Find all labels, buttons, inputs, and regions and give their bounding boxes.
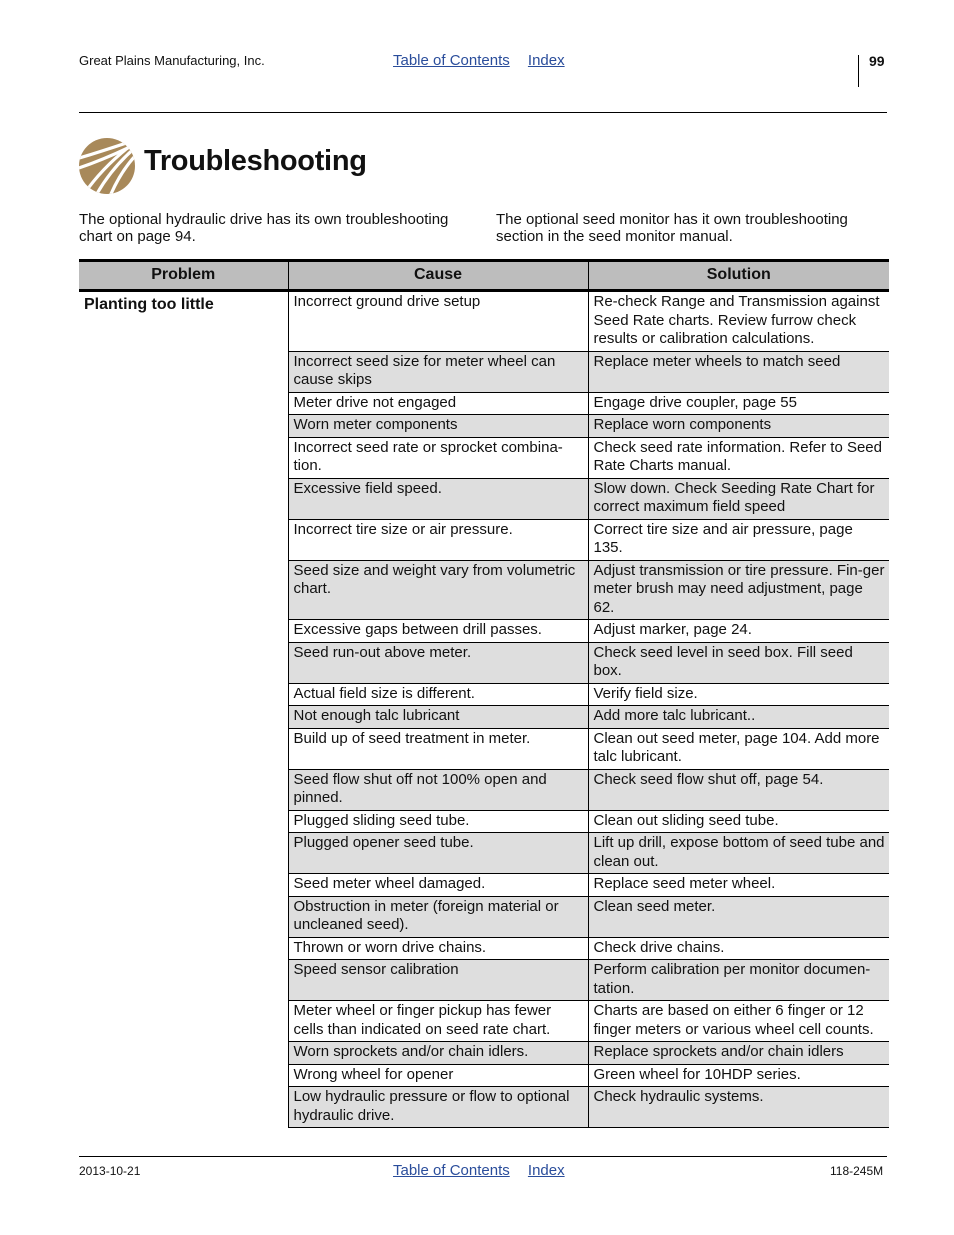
intro-right: The optional seed monitor has it own troubleshooting section in the seed monitor manual. — [496, 211, 848, 245]
solution-cell: Slow down. Check Seeding Rate Chart for correct maximum field speed — [588, 478, 889, 519]
index-link[interactable]: Index — [527, 52, 565, 69]
solution-cell: Green wheel for 10HDP series. — [588, 1064, 889, 1087]
part-number: 118-245M — [830, 1164, 884, 1178]
table-of-contents-link[interactable]: Table of Contents — [393, 52, 510, 69]
solution-cell: Replace worn components — [588, 415, 889, 438]
solution-cell: Adjust marker, page 24. — [588, 620, 889, 643]
cause-cell: Not enough talc lubricant — [288, 706, 588, 729]
cause-cell: Excessive gaps between drill passes. — [288, 620, 588, 643]
solution-cell: Check drive chains. — [588, 937, 889, 960]
cause-cell: Plugged sliding seed tube. — [288, 810, 588, 833]
cause-cell: Actual field size is different. — [288, 683, 588, 706]
solution-cell: Replace meter wheels to match seed — [588, 351, 889, 392]
header-problem: Problem — [79, 261, 288, 291]
header-cause: Cause — [288, 261, 588, 291]
header-solution: Solution — [588, 261, 889, 291]
table-of-contents-link[interactable]: Table of Contents — [393, 1162, 510, 1179]
cause-cell: Thrown or worn drive chains. — [288, 937, 588, 960]
page-number-divider — [858, 55, 859, 87]
solution-cell: Replace seed meter wheel. — [588, 874, 889, 897]
cause-cell: Seed meter wheel damaged. — [288, 874, 588, 897]
cause-cell: Incorrect tire size or air pressure. — [288, 519, 588, 560]
solution-cell: Replace sprockets and/or chain idlers — [588, 1042, 889, 1065]
page-title: Troubleshooting — [144, 145, 367, 177]
cause-cell: Worn meter components — [288, 415, 588, 438]
cause-cell: Meter wheel or finger pickup has fewer cells than indicated on seed rate chart. — [288, 1001, 588, 1042]
table-body — [79, 291, 889, 1128]
cause-cell: Meter drive not engaged — [288, 392, 588, 415]
solution-cell: Correct tire size and air pressure, page 135. — [588, 519, 889, 560]
footer-rule — [79, 1156, 887, 1157]
table-header-row — [79, 261, 889, 291]
solution-cell: Engage drive coupler, page 55 — [588, 392, 889, 415]
cause-cell: Plugged opener seed tube. — [288, 833, 588, 874]
cause-cell: Seed size and weight vary from volumetric chart. — [288, 560, 588, 620]
solution-cell: Check seed flow shut off, page 54. — [588, 769, 889, 810]
problem-cell: Planting too little — [79, 291, 288, 1128]
cause-cell: Incorrect ground drive setup — [288, 291, 588, 352]
cause-cell: Wrong wheel for opener — [288, 1064, 588, 1087]
solution-cell: Verify field size. — [588, 683, 889, 706]
cause-cell: Obstruction in meter (foreign material or uncleaned seed). — [288, 896, 588, 937]
solution-cell: Charts are based on either 6 finger or 12 finger meters or various wheel cell counts. — [588, 1001, 889, 1042]
solution-cell: Clean seed meter. — [588, 896, 889, 937]
bottom-nav — [393, 1162, 579, 1179]
index-link[interactable]: Index — [527, 1162, 565, 1179]
solution-cell: Check hydraulic systems. — [588, 1087, 889, 1128]
solution-cell: Clean out seed meter, page 104. Add more talc lubricant. — [588, 728, 889, 769]
table-row — [79, 291, 889, 352]
cause-cell: Incorrect seed size for meter wheel can cause skips — [288, 351, 588, 392]
solution-cell: Adjust transmission or tire pressure. Fin-ger meter brush may need adjustment, page 62. — [588, 560, 889, 620]
header-rule — [79, 112, 887, 113]
top-nav — [393, 52, 579, 69]
troubleshooting-table — [79, 259, 889, 1128]
company-name: Great Plains Manufacturing, Inc. — [79, 53, 265, 68]
solution-cell: Check seed level in seed box. Fill seed box. — [588, 642, 889, 683]
cause-cell: Seed run-out above meter. — [288, 642, 588, 683]
solution-cell: Add more talc lubricant.. — [588, 706, 889, 729]
solution-cell: Perform calibration per monitor documen-tation. — [588, 960, 889, 1001]
cause-cell: Seed flow shut off not 100% open and pinned. — [288, 769, 588, 810]
cause-cell: Excessive field speed. — [288, 478, 588, 519]
solution-cell: Check seed rate information. Refer to Seed Rate Charts manual. — [588, 437, 889, 478]
footer-date: 2013-10-21 — [79, 1164, 141, 1178]
intro-left: The optional hydraulic drive has its own troubleshooting chart on page 94. — [79, 211, 449, 245]
page-number: 99 — [869, 53, 885, 69]
cause-cell: Speed sensor calibration — [288, 960, 588, 1001]
cause-cell: Low hydraulic pressure or flow to optional hydraulic drive. — [288, 1087, 588, 1128]
great-plains-logo-icon — [78, 137, 136, 195]
solution-cell: Clean out sliding seed tube. — [588, 810, 889, 833]
cause-cell: Build up of seed treatment in meter. — [288, 728, 588, 769]
cause-cell: Worn sprockets and/or chain idlers. — [288, 1042, 588, 1065]
cause-cell: Incorrect seed rate or sprocket combina-tion. — [288, 437, 588, 478]
solution-cell: Lift up drill, expose bottom of seed tube and clean out. — [588, 833, 889, 874]
solution-cell: Re-check Range and Transmission against Seed Rate charts. Review furrow check results or calibration calculations. — [588, 291, 889, 352]
